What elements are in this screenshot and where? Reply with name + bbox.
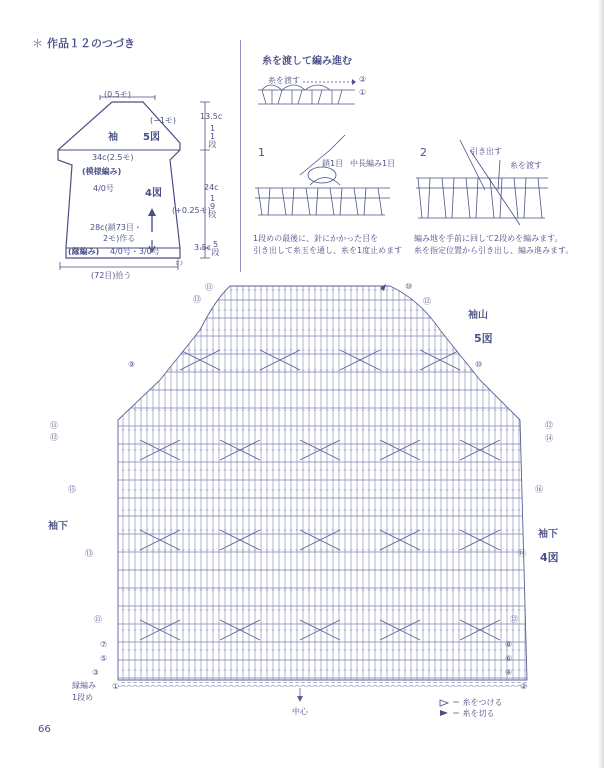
attach-callout: 糸を渡す [268,76,300,85]
underarm-right-label: 袖下 [538,529,558,540]
height-2-rows: 19段 [208,194,217,217]
sleeve-label: 袖 [108,132,118,143]
left-row-7: ⑦ [100,640,108,649]
height-1-rows: 11段 [208,124,217,147]
underarm-left-label: 袖下 [48,521,68,532]
pattern-label: (模様編み) [82,167,122,176]
left-row-3: ⑮ [68,485,76,494]
step-1-label-a: 鎖1目 [322,159,344,168]
left-row-6: ⑨ [128,360,136,369]
left-row-2: ⑬ [50,433,58,442]
fig4-label: 4図 [145,188,162,199]
top-row-marker-right-a: ⑩ [405,282,413,291]
edging-label: (縁編み) [68,247,100,256]
right-row-2: ⑭ [545,434,553,443]
step-2-text-2: 糸を指定位置から引き出し、編み進みます。 [414,246,574,255]
step-2-text-1: 編み地を手前に回して2段めを編みます。 [414,234,563,243]
height-3-rows: 5段 [211,240,220,255]
wa-mark: わ [175,258,183,267]
height-1: 13.5c [200,112,223,121]
height-3: 3.5c [194,243,212,252]
page-binding-edge [598,0,604,768]
right-row-8: ⑥ [505,654,513,663]
height-2: 24c [204,183,219,192]
left-row-5: ⑪ [94,615,102,624]
left-row-9: ③ [92,668,100,677]
step-2-label-b: 糸を渡す [510,161,542,170]
right-row-5: ⑫ [510,615,518,624]
section-mark: ＊ [32,37,43,50]
top-row-marker-right-b: ⑫ [423,297,431,306]
right-row-1: ⑫ [545,421,553,430]
underarm-fig: 4図 [540,551,559,564]
top-row-marker-left-a: ⑪ [205,283,213,292]
right-row-7: ⑧ [505,640,513,649]
center-label: 中心 [292,707,308,716]
left-row-8: ⑤ [100,654,108,663]
legend-attach: ＝ 糸をつける [452,698,503,707]
right-row-9: ④ [505,668,513,677]
legend-cut: ＝ 糸を切る [452,709,495,718]
step-2-label-a: 引き出す [470,147,502,156]
step-1-number: 1 [258,146,265,159]
step-1-text-1: 1段めの最後に、針にかかった目を [253,234,379,243]
technique-title: 糸を渡して編み進む [262,56,352,67]
side-increase: (+0.25モ) [172,206,211,215]
needle-size: 4/0号 [93,184,114,193]
left-row-4: ⑬ [85,549,93,558]
row-1-marker: ① [359,88,367,97]
edging-row-label-1: 縁編み [72,681,96,690]
foundation-line-1: 28c(鎖73目・ [90,223,142,232]
top-decrease: (−1モ) [150,116,177,125]
left-row-1: ⑪ [50,421,58,430]
left-row-10: ① [112,682,120,691]
mid-width: 34c(2.5モ) [92,153,134,162]
section-title: 作品１２のつづき [47,37,135,50]
sleeve-cap-fig: 5図 [474,332,493,345]
pick-up-count: (72目)拾う [91,271,132,280]
step-1-text-2: 引き出して糸玉を通し、糸を1度止めます [253,246,403,255]
edging-needles: 4/0号・3/0号 [110,247,160,256]
top-width: (0.5モ) [104,90,131,99]
foundation-line-2: 2モ)作る [103,234,136,243]
right-row-10: ② [520,682,528,691]
right-row-3: ⑯ [535,485,543,494]
sleeve-cap-label: 袖山 [468,310,488,321]
step-1-label-b: 中長編み1目 [350,159,396,168]
top-row-marker-left-b: ⑬ [193,295,201,304]
row-2-marker: ② [359,75,367,84]
fig5-label: 5図 [143,132,160,143]
right-row-6: ⑩ [475,360,483,369]
edging-row-label-2: 1段め [72,693,94,702]
right-row-4: ⑭ [518,549,526,558]
page-number: 66 [38,724,51,735]
step-2-number: 2 [420,146,427,159]
